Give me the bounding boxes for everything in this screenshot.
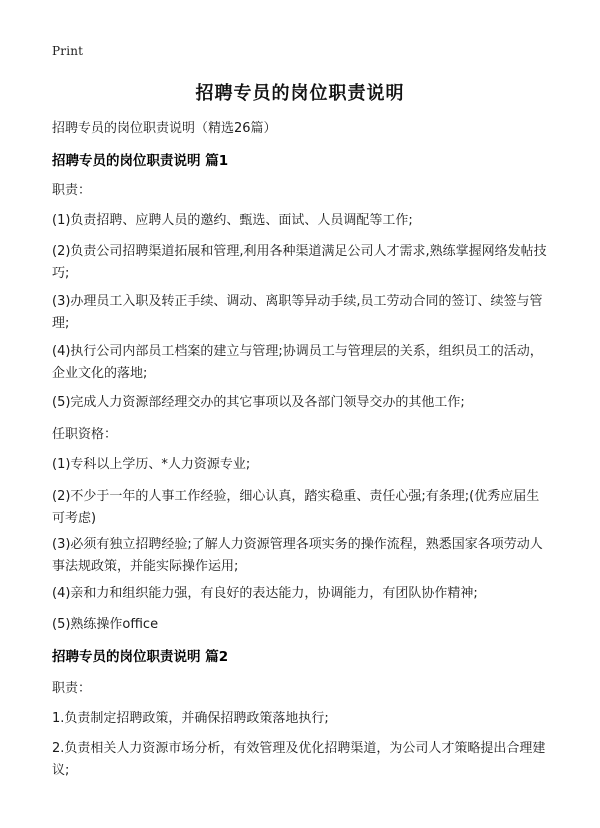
duty-item: 1.负责制定招聘政策，并确保招聘政策落地执行; bbox=[52, 711, 329, 726]
qualification-item: (2)不少于一年的人事工作经验，细心认真，踏实稳重、责任心强;有条理;(优秀应届生可考虑) bbox=[52, 489, 540, 526]
duty-item: (3)办理员工入职及转正手续、调动、离职等异动手续,员工劳动合同的签订、续签与管理; bbox=[52, 294, 543, 331]
duty-item: (5)完成人力资源部经理交办的其它事项以及各部门领导交办的其他工作; bbox=[52, 395, 465, 410]
document-subtitle: 招聘专员的岗位职责说明（精选26篇） bbox=[52, 121, 277, 136]
duties-label-1: 职责： bbox=[52, 183, 92, 198]
page-title: 招聘专员的岗位职责说明 bbox=[195, 83, 405, 104]
qualifications-label-1: 任职资格： bbox=[52, 427, 118, 442]
qualification-item: (5)熟练操作office bbox=[52, 617, 159, 632]
qualification-item: (4)亲和力和组织能力强，有良好的表达能力，协调能力，有团队协作精神; bbox=[52, 586, 478, 601]
duties-label-2: 职责： bbox=[52, 681, 92, 696]
qualification-item: (3)必须有独立招聘经验;了解人力资源管理各项实务的操作流程，熟悉国家各项劳动人事法规政策，并能实际操作运用; bbox=[52, 537, 543, 574]
duty-item: (1)负责招聘、应聘人员的邀约、甄选、面试、人员调配等工作; bbox=[52, 213, 413, 228]
duty-item: (4)执行公司内部员工档案的建立与管理;协调员工与管理层的关系，组织员工的活动，企业文化的落地; bbox=[52, 344, 543, 381]
section-heading-2: 招聘专员的岗位职责说明 篇2 bbox=[52, 649, 229, 665]
print-label: Print bbox=[52, 44, 84, 58]
duty-item: 2.负责相关人力资源市场分析，有效管理及优化招聘渠道，为公司人才策略提出合理建议; bbox=[52, 741, 546, 778]
qualification-item: (1)专科以上学历、*人力资源专业; bbox=[52, 457, 251, 472]
section-heading-1: 招聘专员的岗位职责说明 篇1 bbox=[52, 153, 229, 169]
duty-item: (2)负责公司招聘渠道拓展和管理,利用各种渠道满足公司人才需求,熟练掌握网络发帖技巧; bbox=[52, 244, 547, 281]
